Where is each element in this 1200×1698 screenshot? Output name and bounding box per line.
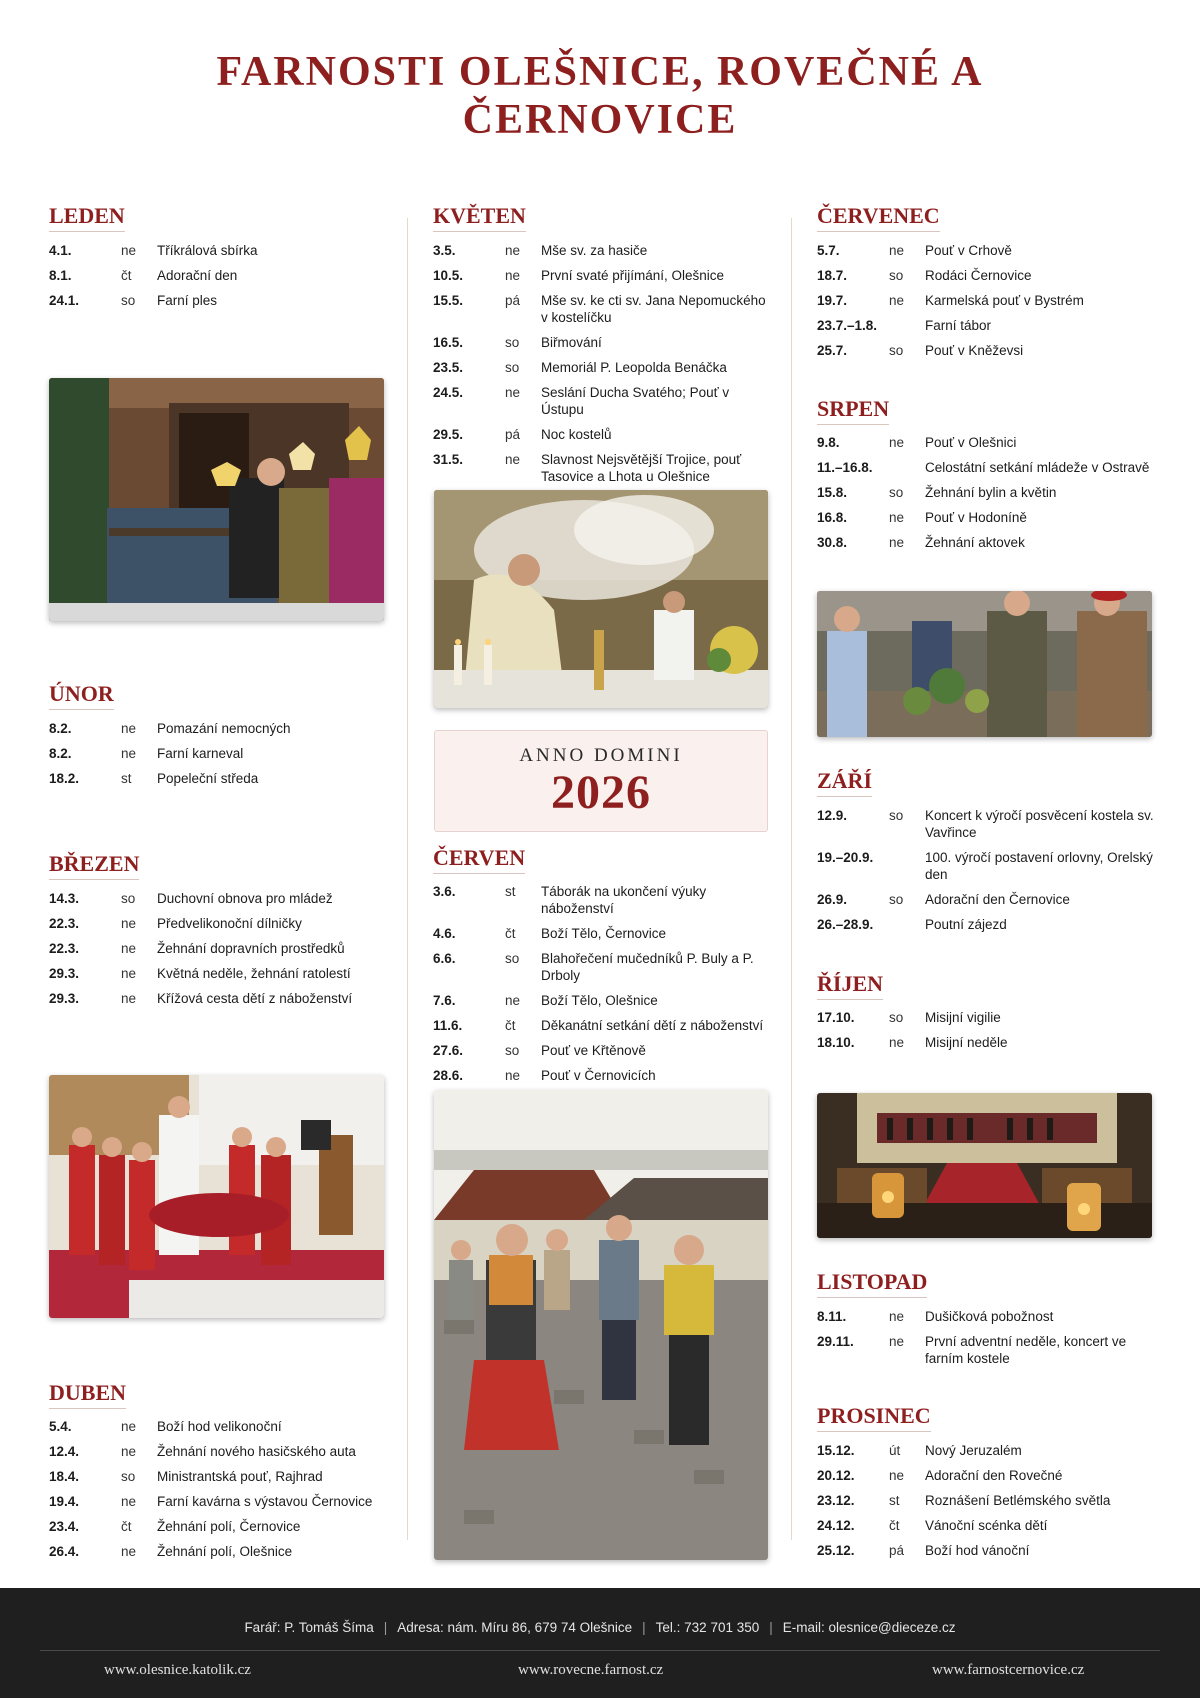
event-weekday: so xyxy=(505,360,520,375)
month-heading-unor: ÚNOR xyxy=(49,681,114,710)
event-title: Seslání Ducha Svatého; Pouť v Ústupu xyxy=(541,385,730,417)
event-weekday: ne xyxy=(505,243,521,258)
event-title: Předvelikonoční dílničky xyxy=(157,916,302,931)
event-weekday: ne xyxy=(121,1419,137,1434)
event-item xyxy=(817,317,1155,334)
event-title: Rodáci Černovice xyxy=(925,268,1032,283)
event-list-leden xyxy=(49,242,379,317)
event-weekday: ne xyxy=(505,1068,521,1083)
event-item xyxy=(433,950,768,984)
month-heading-leden: LEDEN xyxy=(49,203,125,232)
event-weekday: pá xyxy=(505,427,521,442)
event-title: Biřmování xyxy=(541,335,602,350)
event-title: Farní karneval xyxy=(157,746,244,761)
event-title: Roznášení Betlémského světla xyxy=(925,1493,1111,1508)
event-list-cerven xyxy=(433,883,768,1092)
event-date: 15.12. xyxy=(817,1443,855,1458)
event-item xyxy=(817,242,1155,259)
event-title: Celostátní setkání mládeže v Ostravě xyxy=(925,460,1150,475)
event-title: 100. výročí postavení orlovny, Orelský den xyxy=(925,850,1153,882)
event-item xyxy=(817,1034,1155,1051)
footer-separator: | xyxy=(769,1620,773,1635)
event-weekday: čt xyxy=(121,268,132,283)
event-item xyxy=(49,1443,379,1460)
event-weekday: čt xyxy=(505,1018,516,1033)
event-date: 23.12. xyxy=(817,1493,855,1508)
event-weekday: ne xyxy=(121,243,137,258)
event-date: 28.6. xyxy=(433,1068,464,1083)
event-title: Blahořečení mučedníků P. Buly a P. Drboly xyxy=(541,951,754,983)
event-item xyxy=(817,1442,1155,1459)
event-weekday: pá xyxy=(505,293,521,308)
photo-herb-blessing xyxy=(817,591,1152,737)
event-title: Karmelská pouť v Bystrém xyxy=(925,293,1084,308)
event-title: Adorační den Černovice xyxy=(925,892,1070,907)
event-date: 11.–16.8. xyxy=(817,460,873,475)
event-item xyxy=(817,1333,1155,1367)
event-weekday: ne xyxy=(889,535,905,550)
event-item xyxy=(433,1017,768,1034)
event-weekday: ne xyxy=(121,721,137,736)
event-date: 16.5. xyxy=(433,335,464,350)
event-title: Žehnání nového hasičského auta xyxy=(157,1444,356,1459)
event-item xyxy=(433,1067,768,1084)
event-item xyxy=(817,484,1155,501)
event-date: 30.8. xyxy=(817,535,848,550)
event-item xyxy=(49,1493,379,1510)
event-date: 11.6. xyxy=(433,1018,463,1033)
event-date: 19.–20.9. xyxy=(817,850,874,865)
event-date: 26.4. xyxy=(49,1544,80,1559)
event-title: Ministrantská pouť, Rajhrad xyxy=(157,1469,323,1484)
month-heading-duben: DUBEN xyxy=(49,1380,126,1409)
event-date: 31.5. xyxy=(433,452,464,467)
event-item xyxy=(49,1418,379,1435)
event-date: 4.6. xyxy=(433,926,456,941)
event-title: Děkanátní setkání dětí z náboženství xyxy=(541,1018,764,1033)
event-item xyxy=(433,242,768,259)
footer-divider xyxy=(40,1650,1160,1651)
event-item xyxy=(817,1308,1155,1325)
event-date: 26.9. xyxy=(817,892,848,907)
event-date: 24.5. xyxy=(433,385,464,400)
event-weekday: čt xyxy=(505,926,516,941)
event-date: 22.3. xyxy=(49,941,80,956)
event-item xyxy=(49,890,379,907)
event-title: Pouť v Hodoníně xyxy=(925,510,1027,525)
event-weekday: ne xyxy=(505,268,521,283)
event-date: 18.4. xyxy=(49,1469,80,1484)
event-list-srpen xyxy=(817,434,1155,559)
event-title: Pomazání nemocných xyxy=(157,721,291,736)
event-weekday: st xyxy=(889,1493,900,1508)
event-item xyxy=(433,925,768,942)
event-item xyxy=(817,509,1155,526)
event-title: Farní tábor xyxy=(925,318,992,333)
event-date: 29.3. xyxy=(49,966,80,981)
event-title: První adventní neděle, koncert ve farním kostele xyxy=(925,1334,1127,1366)
event-list-zari xyxy=(817,807,1155,941)
event-item xyxy=(817,534,1155,551)
event-weekday: ne xyxy=(121,1494,137,1509)
event-item xyxy=(433,267,768,284)
event-weekday: so xyxy=(889,343,904,358)
anno-label: ANNO DOMINI xyxy=(519,745,683,766)
event-list-brezen xyxy=(49,890,379,1015)
event-title: Žehnání aktovek xyxy=(925,535,1025,550)
event-title: Popeleční středa xyxy=(157,771,259,786)
event-item xyxy=(433,384,768,418)
event-weekday: čt xyxy=(121,1519,132,1534)
event-weekday: so xyxy=(889,1010,904,1025)
event-item xyxy=(49,292,379,309)
event-title: Táborák na ukončení výuky náboženství xyxy=(541,884,707,916)
event-item xyxy=(433,883,768,917)
event-item xyxy=(49,1543,379,1560)
event-date: 19.4. xyxy=(49,1494,80,1509)
event-date: 8.1. xyxy=(49,268,72,283)
footer xyxy=(0,1588,1200,1698)
event-item xyxy=(817,1492,1155,1509)
event-item xyxy=(49,965,379,982)
event-date: 12.9. xyxy=(817,808,848,823)
event-date: 14.3. xyxy=(49,891,80,906)
event-title: Žehnání polí, Černovice xyxy=(157,1519,301,1534)
month-heading-srpen: SRPEN xyxy=(817,396,889,425)
event-weekday: ne xyxy=(889,1309,905,1324)
event-date: 8.2. xyxy=(49,746,72,761)
event-item xyxy=(49,720,379,737)
event-weekday: st xyxy=(121,771,132,786)
event-title: Memoriál P. Leopolda Benáčka xyxy=(541,360,727,375)
event-title: Koncert k výročí posvěcení kostela sv. Vavřince xyxy=(925,808,1154,840)
event-item xyxy=(49,267,379,284)
event-item xyxy=(433,292,768,326)
event-weekday: so xyxy=(889,892,904,907)
event-date: 29.11. xyxy=(817,1334,854,1349)
event-title: Slavnost Nejsvětější Trojice, pouť Tasovice a Lhota u Olešnice xyxy=(541,452,742,484)
event-weekday: út xyxy=(889,1443,901,1458)
footer-separator: | xyxy=(383,1620,388,1635)
footer-email-link[interactable]: E-mail: olesnice@dieceze.cz xyxy=(782,1620,956,1635)
event-weekday: so xyxy=(121,293,136,308)
month-heading-rijen: ŘÍJEN xyxy=(817,971,883,1000)
event-title: Nový Jeruzalém xyxy=(925,1443,1022,1458)
event-item xyxy=(433,451,768,485)
event-date: 17.10. xyxy=(817,1010,855,1025)
event-item xyxy=(49,990,379,1007)
event-weekday: ne xyxy=(889,243,905,258)
event-list-unor xyxy=(49,720,379,795)
event-item xyxy=(49,940,379,957)
event-item xyxy=(49,770,379,787)
event-title: Misijní neděle xyxy=(925,1035,1008,1050)
title-line-2: ČERNOVICE xyxy=(462,97,738,143)
event-weekday: ne xyxy=(121,966,137,981)
event-title: Pouť v Olešnici xyxy=(925,435,1017,450)
event-date: 27.6. xyxy=(433,1043,464,1058)
event-title: Mše sv. za hasiče xyxy=(541,243,648,258)
event-weekday: ne xyxy=(889,1035,905,1050)
event-title: Adorační den Rovečné xyxy=(925,1468,1063,1483)
event-item xyxy=(817,292,1155,309)
event-item xyxy=(433,426,768,443)
event-weekday: so xyxy=(505,1043,520,1058)
footer-web-rovecne-link[interactable]: www.rovecne.farnost.cz xyxy=(518,1662,664,1678)
photo-church-interior xyxy=(817,1093,1152,1238)
footer-web-olesnice-link[interactable]: www.olesnice.katolik.cz xyxy=(104,1662,251,1678)
month-heading-prosinec: PROSINEC xyxy=(817,1403,931,1432)
event-weekday: so xyxy=(505,335,520,350)
photo-three-kings xyxy=(49,378,384,621)
event-item xyxy=(817,267,1155,284)
event-date: 24.12. xyxy=(817,1518,855,1533)
event-date: 8.2. xyxy=(49,721,72,736)
event-item xyxy=(817,1542,1155,1559)
event-item xyxy=(817,1467,1155,1484)
photo-incense-mass xyxy=(434,490,768,708)
event-title: Žehnání bylin a květin xyxy=(925,485,1057,500)
event-title: Pouť v Kněževsi xyxy=(925,343,1024,358)
event-title: Křížová cesta dětí z náboženství xyxy=(157,991,353,1006)
event-date: 26.–28.9. xyxy=(817,917,874,932)
event-weekday: so xyxy=(889,268,904,283)
event-item xyxy=(817,459,1155,476)
event-weekday: so xyxy=(121,1469,136,1484)
event-item xyxy=(817,1009,1155,1026)
event-date: 18.10. xyxy=(817,1035,855,1050)
event-weekday: ne xyxy=(505,452,521,467)
event-date: 9.8. xyxy=(817,435,840,450)
event-weekday: st xyxy=(505,884,516,899)
event-date: 18.2. xyxy=(49,771,80,786)
event-list-rijen xyxy=(817,1009,1155,1059)
event-date: 29.3. xyxy=(49,991,80,1006)
event-title: Vánoční scénka dětí xyxy=(925,1518,1048,1533)
event-weekday: ne xyxy=(889,293,905,308)
month-heading-brezen: BŘEZEN xyxy=(49,851,139,880)
event-date: 4.1. xyxy=(49,243,72,258)
column-divider-right xyxy=(791,218,792,1540)
event-date: 29.5. xyxy=(433,427,464,442)
event-weekday: pá xyxy=(889,1543,905,1558)
event-item xyxy=(433,359,768,376)
footer-separator: | xyxy=(642,1620,646,1635)
event-list-cervenec xyxy=(817,242,1155,367)
event-date: 19.7. xyxy=(817,293,848,308)
event-list-kveten xyxy=(433,242,768,493)
event-weekday: ne xyxy=(889,435,905,450)
event-item xyxy=(817,1517,1155,1534)
event-weekday: ne xyxy=(505,993,521,1008)
event-title: Mše sv. ke cti sv. Jana Nepomuckého v kostelíčku xyxy=(541,293,766,325)
event-weekday: so xyxy=(889,485,904,500)
event-date: 20.12. xyxy=(817,1468,855,1483)
event-title: Boží hod vánoční xyxy=(925,1543,1030,1558)
event-title: Pouť ve Křtěnově xyxy=(541,1043,646,1058)
event-date: 8.11. xyxy=(817,1309,847,1324)
event-date: 15.8. xyxy=(817,485,848,500)
event-date: 24.1. xyxy=(49,293,80,308)
event-weekday: so xyxy=(889,808,904,823)
event-date: 12.4. xyxy=(49,1444,80,1459)
event-title: Tříkrálová sbírka xyxy=(157,243,258,258)
month-heading-cerven: ČERVEN xyxy=(433,845,525,874)
event-list-duben xyxy=(49,1418,379,1568)
event-item xyxy=(817,807,1155,841)
event-title: Farní ples xyxy=(157,293,218,308)
event-date: 15.5. xyxy=(433,293,464,308)
event-date: 25.7. xyxy=(817,343,848,358)
event-title: Misijní vigilie xyxy=(925,1010,1001,1025)
event-date: 16.8. xyxy=(817,510,848,525)
event-item xyxy=(49,1468,379,1485)
month-heading-listopad: LISTOPAD xyxy=(817,1269,927,1298)
event-item xyxy=(49,242,379,259)
event-item xyxy=(817,342,1155,359)
event-title: Pouť v Černovicích xyxy=(541,1068,656,1083)
photo-running-youth xyxy=(434,1090,768,1560)
event-date: 5.4. xyxy=(49,1419,72,1434)
event-title: Žehnání polí, Olešnice xyxy=(157,1544,293,1559)
month-heading-kveten: KVĚTEN xyxy=(433,203,526,232)
month-heading-cervenec: ČERVENEC xyxy=(817,203,940,232)
event-item xyxy=(817,849,1155,883)
event-item xyxy=(817,891,1155,908)
event-date: 7.6. xyxy=(433,993,456,1008)
column-divider-left xyxy=(407,218,408,1540)
event-title: Květná neděle, žehnání ratolestí xyxy=(157,966,351,981)
month-heading-zari: ZÁŘÍ xyxy=(817,768,872,797)
event-title: Noc kostelů xyxy=(541,427,612,442)
event-item xyxy=(817,916,1155,933)
event-weekday: ne xyxy=(889,1468,905,1483)
event-title: Boží Tělo, Olešnice xyxy=(541,993,658,1008)
event-weekday: so xyxy=(121,891,136,906)
event-title: První svaté přijímání, Olešnice xyxy=(541,268,725,283)
event-date: 25.12. xyxy=(817,1543,855,1558)
event-date: 22.3. xyxy=(49,916,80,931)
page-title xyxy=(0,48,1200,144)
event-item xyxy=(433,334,768,351)
event-item xyxy=(49,1518,379,1535)
event-date: 6.6. xyxy=(433,951,456,966)
event-item xyxy=(433,992,768,1009)
event-title: Boží hod velikonoční xyxy=(157,1419,282,1434)
event-title: Boží Tělo, Černovice xyxy=(541,926,667,941)
event-date: 3.5. xyxy=(433,243,456,258)
event-weekday: so xyxy=(505,951,520,966)
event-title: Duchovní obnova pro mládež xyxy=(157,891,333,906)
footer-web-cernovice-link[interactable]: www.farnostcernovice.cz xyxy=(932,1662,1085,1678)
title-line-1: FARNOSTI OLEŠNICE, ROVEČNÉ A xyxy=(216,49,984,95)
event-title: Adorační den xyxy=(157,268,238,283)
event-weekday: čt xyxy=(889,1518,900,1533)
event-date: 3.6. xyxy=(433,884,456,899)
event-title: Farní kavárna s výstavou Černovice xyxy=(157,1494,373,1509)
event-list-listopad xyxy=(817,1308,1155,1375)
event-title: Pouť v Crhově xyxy=(925,243,1012,258)
footer-tel: Tel.: 732 701 350 xyxy=(655,1620,760,1635)
footer-contact-row xyxy=(0,1620,1200,1635)
event-date: 10.5. xyxy=(433,268,464,283)
event-weekday: ne xyxy=(121,1544,137,1559)
event-title: Dušičková pobožnost xyxy=(925,1309,1054,1324)
event-item xyxy=(433,1042,768,1059)
event-weekday: ne xyxy=(121,1444,137,1459)
event-item xyxy=(817,434,1155,451)
event-list-prosinec xyxy=(817,1442,1155,1567)
event-weekday: ne xyxy=(121,941,137,956)
event-item xyxy=(49,745,379,762)
event-weekday: ne xyxy=(505,385,521,400)
event-date: 5.7. xyxy=(817,243,840,258)
event-title: Žehnání dopravních prostředků xyxy=(157,941,345,956)
anno-year: 2026 xyxy=(551,766,651,819)
event-weekday: ne xyxy=(889,510,905,525)
photo-children-church xyxy=(49,1075,384,1318)
anno-domini-box xyxy=(434,730,768,832)
event-date: 23.7.–1.8. xyxy=(817,318,878,333)
event-title: Poutní zájezd xyxy=(925,917,1007,932)
footer-adresa: Adresa: nám. Míru 86, 679 74 Olešnice xyxy=(397,1620,633,1635)
event-weekday: ne xyxy=(121,746,137,761)
event-date: 23.4. xyxy=(49,1519,80,1534)
event-date: 23.5. xyxy=(433,360,464,375)
event-item xyxy=(49,915,379,932)
event-weekday: ne xyxy=(889,1334,905,1349)
event-weekday: ne xyxy=(121,991,137,1006)
footer-farar: Farář: P. Tomáš Šíma xyxy=(244,1620,374,1635)
event-date: 18.7. xyxy=(817,268,848,283)
event-weekday: ne xyxy=(121,916,137,931)
